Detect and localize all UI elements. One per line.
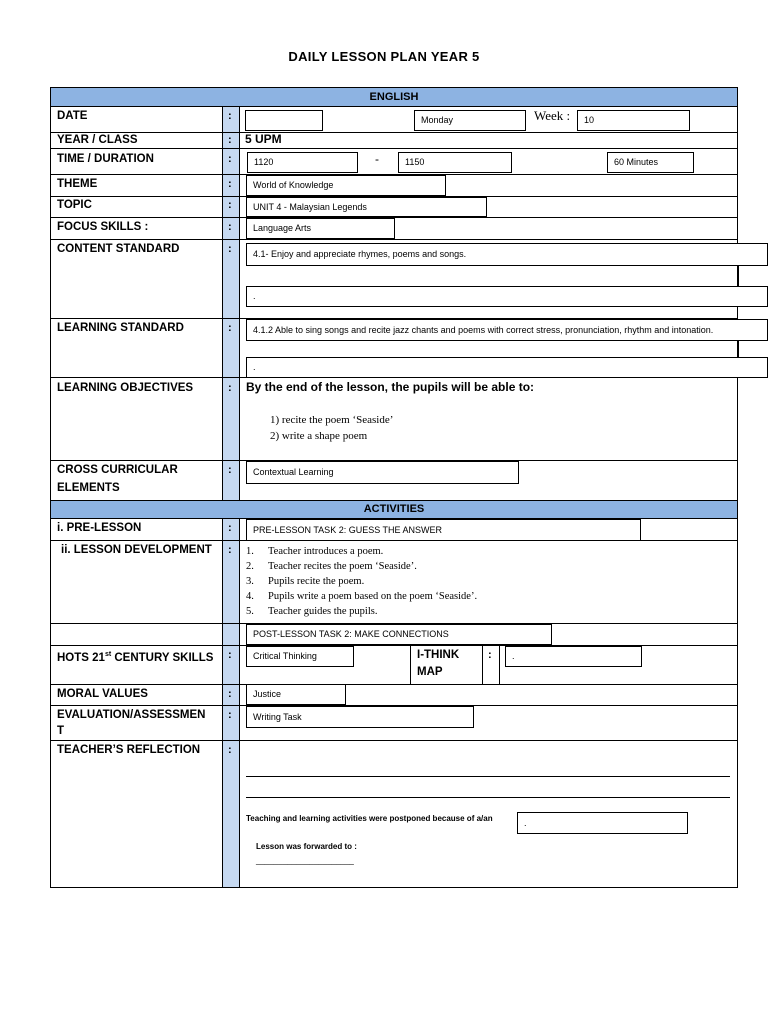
forwarded-blank[interactable]: ______________________ — [256, 856, 354, 865]
cross-curricular-field[interactable]: Contextual Learning — [246, 461, 519, 484]
colon: : — [228, 688, 232, 700]
topic-label: TOPIC — [57, 199, 92, 211]
colon: : — [228, 709, 232, 721]
colon: : — [228, 382, 232, 394]
learning-objectives-label: LEARNING OBJECTIVES — [57, 382, 194, 394]
learning-standard-label: LEARNING STANDARD — [57, 322, 184, 334]
year-class-label: YEAR / CLASS — [57, 134, 138, 146]
evaluation-field[interactable]: Writing Task — [246, 706, 474, 728]
step-text: Teacher recites the poem ‘Seaside’. — [268, 561, 417, 572]
step-text: Teacher introduces a poem. — [268, 546, 384, 557]
ithink-label: I-THINK — [417, 649, 460, 661]
step-item — [246, 544, 477, 559]
colon: : — [228, 134, 232, 146]
reflection-label: TEACHER’S REFLECTION — [57, 744, 201, 756]
row-divider — [50, 148, 738, 149]
pre-lesson-label: i. PRE-LESSON — [57, 522, 142, 534]
time-separator: - — [375, 152, 379, 166]
colon: : — [228, 649, 232, 661]
colon: : — [228, 744, 232, 756]
theme-label: THEME — [57, 178, 98, 190]
step-item — [246, 559, 477, 574]
cell-divider — [499, 645, 500, 684]
row-divider — [50, 132, 738, 133]
cross-curricular-label: CROSS CURRICULAR — [57, 464, 178, 476]
reflection-line — [246, 797, 730, 798]
colon: : — [228, 522, 232, 534]
date-field[interactable] — [245, 110, 323, 131]
step-item — [246, 574, 477, 589]
hots-label-sup: st — [104, 651, 112, 658]
duration-field[interactable]: 60 Minutes — [607, 152, 694, 173]
ithink-label-line2: MAP — [417, 666, 443, 678]
end-time-field[interactable]: 1150 — [398, 152, 512, 173]
pre-lesson-field[interactable]: PRE-LESSON TASK 2: GUESS THE ANSWER — [246, 519, 641, 541]
colon-column-top — [222, 106, 239, 501]
evaluation-label: EVALUATION/ASSESSMEN — [57, 709, 206, 721]
column-divider — [239, 106, 240, 501]
learning-standard-extra-field[interactable]: . — [246, 357, 768, 378]
reflection-line — [246, 776, 730, 777]
content-standard-label: CONTENT STANDARD — [57, 243, 180, 255]
hots-label — [57, 647, 213, 666]
objective-item: 2) write a shape poem — [270, 430, 368, 442]
hots-label-text: HOTS 21 — [57, 651, 105, 664]
date-label: DATE — [57, 110, 88, 122]
step-number: 1. — [246, 546, 254, 557]
theme-field[interactable]: World of Knowledge — [246, 175, 446, 196]
content-standard-field[interactable]: 4.1- Enjoy and appreciate rhymes, poems and songs. — [246, 243, 768, 266]
objective-item: 1) recite the poem ‘Seaside’ — [270, 414, 394, 426]
step-text: Teacher guides the pupils. — [268, 606, 378, 617]
week-label: Week : — [534, 108, 571, 123]
hots-field[interactable]: Critical Thinking — [246, 646, 354, 667]
colon: : — [228, 110, 232, 122]
topic-field[interactable]: UNIT 4 - Malaysian Legends — [246, 197, 487, 217]
moral-values-label: MORAL VALUES — [57, 688, 148, 700]
start-time-field[interactable]: 1120 — [247, 152, 358, 173]
row-divider — [50, 684, 738, 685]
content-standard-extra-field[interactable]: . — [246, 286, 768, 307]
colon: : — [228, 464, 232, 476]
postponed-text: Teaching and learning activities were postponed because of a/an — [246, 814, 493, 823]
cell-divider — [482, 645, 483, 684]
step-number: 4. — [246, 591, 254, 602]
postponed-reason-field[interactable]: . — [517, 812, 688, 834]
column-divider — [222, 106, 223, 501]
moral-values-field[interactable]: Justice — [246, 684, 346, 705]
lesson-development-steps — [246, 544, 477, 619]
step-text: Pupils write a poem based on the poem ‘Seaside’. — [268, 591, 478, 602]
colon: : — [228, 178, 232, 190]
page-title: DAILY LESSON PLAN YEAR 5 — [288, 49, 480, 64]
focus-skills-field[interactable]: Language Arts — [246, 218, 395, 239]
colon: : — [228, 153, 232, 165]
step-number: 3. — [246, 576, 254, 587]
learning-standard-field[interactable]: 4.1.2 Able to sing songs and recite jazz chants and poems with correct stress, pronunciation, rhythm and intonation. — [246, 319, 768, 341]
focus-skills-label: FOCUS SKILLS : — [57, 221, 149, 233]
row-divider — [50, 239, 738, 240]
column-divider — [239, 518, 240, 887]
colon: : — [228, 243, 232, 255]
column-divider — [222, 518, 223, 887]
step-text: Pupils recite the poem. — [268, 576, 365, 587]
forwarded-text: Lesson was forwarded to : — [256, 842, 357, 851]
cross-curricular-label-line2: ELEMENTS — [57, 482, 120, 494]
colon: : — [228, 221, 232, 233]
objectives-intro: By the end of the lesson, the pupils will be able to: — [246, 380, 535, 394]
colon: : — [228, 199, 232, 211]
hots-label-text: CENTURY SKILLS — [111, 651, 214, 664]
week-field[interactable]: 10 — [577, 110, 690, 131]
step-item — [246, 589, 477, 604]
time-label: TIME / DURATION — [57, 153, 154, 165]
colon: : — [228, 544, 232, 556]
step-item — [246, 604, 477, 619]
day-field[interactable]: Monday — [414, 110, 526, 131]
evaluation-label-line2: T — [57, 725, 65, 737]
row-divider — [50, 740, 738, 741]
table-edge — [738, 266, 739, 286]
step-number: 5. — [246, 606, 254, 617]
activities-header: ACTIVITIES — [51, 500, 737, 519]
post-lesson-field[interactable]: POST-LESSON TASK 2: MAKE CONNECTIONS — [246, 624, 552, 645]
colon: : — [228, 322, 232, 334]
lesson-development-label: ii. LESSON DEVELOPMENT — [61, 544, 212, 556]
year-class-value: 5 UPM — [245, 132, 282, 146]
colon: : — [488, 649, 492, 661]
ithink-map-field[interactable]: . — [505, 646, 642, 667]
colon-column-bottom — [222, 518, 239, 887]
subject-header: ENGLISH — [51, 87, 737, 107]
cell-divider — [410, 645, 411, 684]
table-edge — [738, 341, 739, 357]
step-number: 2. — [246, 561, 254, 572]
